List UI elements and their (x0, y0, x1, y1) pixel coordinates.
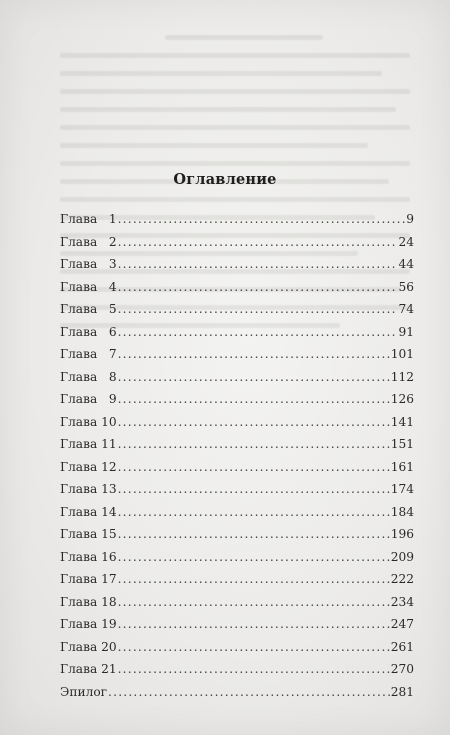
toc-entry-label: Глава 10 (60, 414, 117, 429)
dot-leader (118, 231, 398, 254)
toc-entry-page-number: 174 (390, 482, 414, 496)
toc-entry[interactable] (60, 546, 414, 569)
toc-entry-page-number: 112 (390, 369, 414, 384)
dot-leader (118, 411, 390, 434)
toc-entry-label: Глава 6 (60, 324, 117, 339)
toc-entry-label: Глава 11 (60, 437, 117, 451)
toc-entry-page-number: 91 (398, 324, 414, 339)
toc-entry-label: Глава 3 (60, 257, 117, 271)
toc-entry[interactable] (60, 411, 414, 434)
dot-leader (118, 523, 390, 546)
toc-entry-page-number: 126 (390, 392, 414, 406)
toc-entry[interactable] (60, 343, 414, 366)
dot-leader (118, 636, 390, 659)
toc-entry-page-number: 151 (390, 437, 414, 451)
toc-entry-page-number: 101 (390, 347, 414, 361)
toc-entry-page-number: 209 (390, 549, 414, 564)
toc-entry[interactable] (60, 591, 414, 614)
table-of-contents (60, 208, 414, 703)
dot-leader (118, 388, 390, 411)
toc-entry-page-number: 247 (390, 617, 414, 631)
dot-leader (118, 568, 390, 591)
toc-entry-page-number: 141 (390, 414, 414, 429)
toc-entry[interactable] (60, 658, 414, 681)
toc-entry-label: Глава 12 (60, 459, 117, 474)
dot-leader (118, 546, 390, 569)
toc-entry-page-number: 24 (398, 234, 414, 249)
dot-leader (118, 298, 398, 321)
toc-entry-page-number: 270 (390, 662, 414, 676)
toc-entry-label: Глава 20 (60, 639, 117, 654)
toc-entry[interactable] (60, 478, 414, 501)
toc-entry-label: Глава 13 (60, 482, 117, 496)
toc-entry-page-number: 9 (406, 212, 414, 226)
toc-entry-label: Глава 17 (60, 572, 117, 586)
toc-entry[interactable] (60, 501, 414, 524)
toc-entry[interactable] (60, 253, 414, 276)
toc-entry[interactable] (60, 681, 414, 704)
page-title: Оглавление (173, 171, 277, 188)
dot-leader (118, 478, 390, 501)
toc-entry[interactable] (60, 321, 414, 344)
toc-entry-label: Глава 21 (60, 662, 117, 676)
toc-entry[interactable] (60, 231, 414, 254)
toc-entry-label: Глава 19 (60, 617, 117, 631)
toc-entry-label: Глава 9 (60, 392, 117, 406)
toc-entry-page-number: 281 (390, 684, 414, 699)
toc-entry-page-number: 234 (390, 594, 414, 609)
toc-entry-label: Глава 16 (60, 549, 117, 564)
toc-entry[interactable] (60, 298, 414, 321)
toc-entry-label: Эпилог (60, 684, 108, 699)
toc-entry-label: Глава 2 (60, 234, 117, 249)
dot-leader (118, 343, 390, 366)
dot-leader (118, 276, 398, 299)
toc-entry-page-number: 44 (398, 257, 414, 271)
toc-entry-label: Глава 4 (60, 279, 117, 294)
toc-entry[interactable] (60, 208, 414, 231)
toc-entry-page-number: 222 (390, 572, 414, 586)
toc-entry-label: Глава 14 (60, 504, 117, 519)
toc-entry[interactable] (60, 366, 414, 389)
toc-entry-label: Глава 5 (60, 302, 117, 316)
toc-entry-page-number: 261 (390, 639, 414, 654)
toc-entry[interactable] (60, 613, 414, 636)
toc-entry-label: Глава 1 (60, 212, 117, 226)
toc-entry[interactable] (60, 523, 414, 546)
toc-entry-page-number: 161 (390, 459, 414, 474)
toc-entry-label: Глава 15 (60, 527, 117, 541)
toc-entry-page-number: 196 (390, 527, 414, 541)
toc-entry-page-number: 184 (390, 504, 414, 519)
dot-leader (108, 681, 390, 704)
dot-leader (118, 433, 390, 456)
toc-entry[interactable] (60, 276, 414, 299)
toc-entry-label: Глава 18 (60, 594, 117, 609)
dot-leader (118, 501, 390, 524)
toc-entry[interactable] (60, 568, 414, 591)
dot-leader (118, 658, 390, 681)
dot-leader (118, 366, 390, 389)
toc-entry-page-number: 74 (398, 302, 414, 316)
dot-leader (118, 253, 398, 276)
toc-entry[interactable] (60, 433, 414, 456)
toc-entry-label: Глава 8 (60, 369, 117, 384)
dot-leader (118, 456, 390, 479)
dot-leader (118, 208, 406, 231)
toc-entry[interactable] (60, 388, 414, 411)
toc-entry-label: Глава 7 (60, 347, 117, 361)
dot-leader (118, 613, 390, 636)
toc-entry[interactable] (60, 636, 414, 659)
toc-entry-page-number: 56 (398, 279, 414, 294)
dot-leader (118, 591, 390, 614)
dot-leader (118, 321, 398, 344)
toc-entry[interactable] (60, 456, 414, 479)
